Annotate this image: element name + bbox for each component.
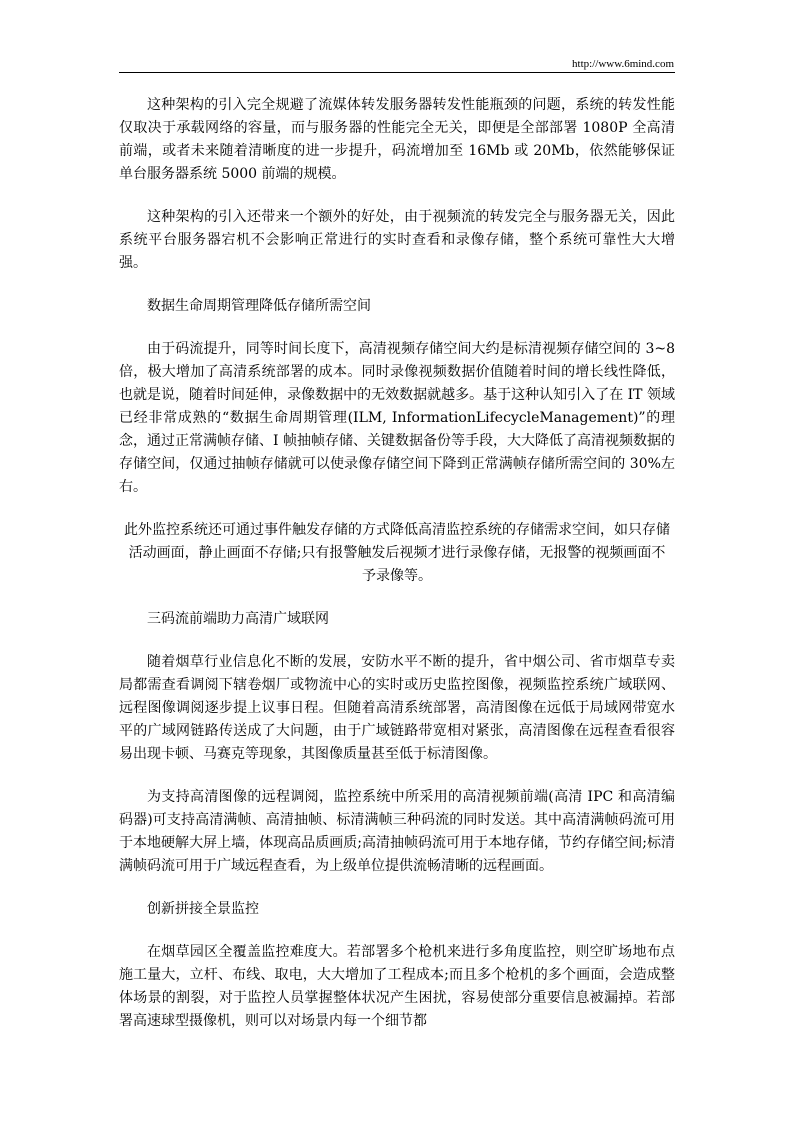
paragraph-ilm: 由于码流提升，同等时间长度下，高清视频存储空间大约是标清视频存储空间的 3~8 倍，极大增加了高清系统部署的成本。同时录像视频数据价值随着时间的增长线性降低，也就是说，随着时间延伸，录像数据中的无效数据就越多。基于这种认知引入了在 IT 领域已经非常成熟的“数据生命周期管理(ILM, InformationLifecycleManagement)”的理念，通过正常满帧存储、I 帧抽帧存储、关键数据备份等手段，大大降低了高清视频数据的存储空间，仅通过抽帧存储就可以使录像存储空间下降到正常满帧存储所需空间的 30%左右。 (119, 341, 675, 495)
paragraph-architecture-benefit: 这种架构的引入完全规避了流媒体转发服务器转发性能瓶颈的问题，系统的转发性能仅取决于承载网络的容量，而与服务器的性能完全无关，即便是全部部署 1080P 全高清前端，或者未来随着清晰度的进一步提升，码流增加至 16Mb 或 20Mb，依然能够保证单台服务器系统 5000 前端的规模。 (119, 97, 675, 182)
section-heading-lifecycle: 数据生命周期管理降低存储所需空间 (147, 298, 371, 314)
paragraph-three-streams: 为支持高清图像的远程调阅，监控系统中所采用的高清视频前端(高清 IPC 和高清编码器)可支持高清满帧、高清抽帧、标清满帧三种码流的同时发送。其中高清满帧码流可用于本地硬解大屏上墙，体现高品质画质;高清抽帧码流可用于本地存储，节约存储空间;标清满帧码流可用于广域远程查看，为上级单位提供流畅清晰的远程画面。 (119, 789, 675, 874)
paragraph-wan-challenge: 随着烟草行业信息化不断的发展，安防水平不断的提升，省中烟公司、省市烟草专卖局都需查看调阅下辖卷烟厂或物流中心的实时或历史监控图像，视频监控系统广域联网、远程图像调阅逐步提上议事日程。但随着高清系统部署，高清图像在远低于局域网带宽水平的广域网链路传送成了大问题，由于广域链路带宽相对紧张，高清图像在远程查看很容易出现卡顿、马赛克等现象，其图像质量甚至低于标清图像。 (119, 654, 675, 762)
paragraph-event-storage: 此外监控系统还可通过事件触发存储的方式降低高清监控系统的存储需求空间，如只存储活动画面，静止画面不存储;只有报警触发后视频才进行录像存储，无报警的视频画面不予录像等。 (124, 522, 670, 584)
section-heading-triple-stream: 三码流前端助力高清广域联网 (147, 611, 329, 627)
document-body (119, 94, 675, 1033)
paragraph-server-independence: 这种架构的引入还带来一个额外的好处，由于视频流的转发完全与服务器无关，因此系统平台服务器宕机不会影响正常进行的实时查看和录像存储，整个系统可靠性大大增强。 (119, 209, 675, 271)
section-heading-panorama: 创新拼接全景监控 (147, 901, 259, 917)
header-url: http://www.6mind.com (572, 58, 674, 70)
header-divider (119, 72, 675, 73)
paragraph-panorama: 在烟草园区全覆盖监控难度大。若部署多个枪机来进行多角度监控，则空旷场地布点施工量大，立杆、布线、取电，大大增加了工程成本;而且多个枪机的多个画面，会造成整体场景的割裂，对于监控人员掌握整体状况产生困扰，容易使部分重要信息被漏掉。若部署高速球型摄像机，则可以对场景内每一个细节都 (119, 944, 675, 1029)
